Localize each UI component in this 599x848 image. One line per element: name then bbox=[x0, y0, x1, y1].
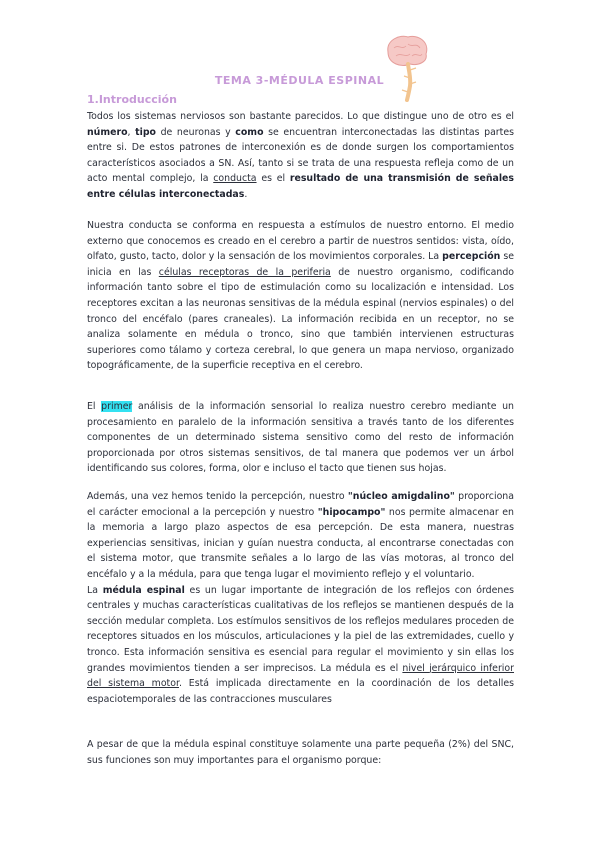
highlighted-word: primer bbox=[101, 401, 133, 412]
paragraph-percepcion-medula: Además, una vez hemos tenido la percepción, nuestro "núcleo amigdalino" proporciona el carácter emocional a la percepción y nuestro "hipocampo" nos permite almacenar en la memoria a largo plazo aspectos de esa percepción. De esta manera, nuestras experiencias sensitivas, inician y guían nuestra conducta, al encontrarse conectadas con el sistema motor, que transmite señales a lo largo de las vías motoras, al tronco del encéfalo y a la médula, para que tenga lugar el movimiento reflejo y el voluntario. La médula espinal es un lugar importante de integración de los reflejos con órdenes centrales y muchas características cualitativas de los reflejos se mantienen después de la sección medular completa. Los estímulos sensitivos de los reflejos medulares proceden de receptores situados en los músculos, articulaciones y la piel de las extremidades, cuello y tronco. Esta información sensitiva es esencial para regular el movimiento y sin ellas los grandes movimientos tienden a ser imprecisos. La médula es el nivel jerárquico inferior del sistema motor. Está implicada directamente en la coordinación de los detalles espaciotemporales de las contracciones musculares bbox=[87, 491, 514, 705]
paragraph-conducta: Nuestra conducta se conforma en respuesta a estímulos de nuestro entorno. El medio externo que conocemos es creado en el cerebro a partir de nuestros sentidos: vista, oído, olfato, gusto, tacto, dolor y la sensación de los movimientos corporales. La percepción se inicia en las células receptoras de la periferia de nuestro organismo, codificando información tanto sobre el tipo de estimulación como su localización e intensidad. Los receptores excitan a las neuronas sensitivas de la médula espinal (nervios espinales) o del tronco del encéfalo (pares craneales). La información recibida en un receptor, no se analiza solamente en médula o tronco, sino que también intervienen estructuras superiores como tálamo y corteza cerebral, lo que genera un mapa nervioso, organizado topográficamente, de la superficie receptiva en el cerebro. bbox=[87, 220, 515, 372]
section-heading: 1.Introducción bbox=[87, 93, 177, 106]
paragraph-analisis: El primer análisis de la información sensorial lo realiza nuestro cerebro mediante un procesamiento en paralelo de la información sensitiva a través tanto de los diferentes componentes de un determinado sistema sensitivo como del resto de información proporcionada por otros sistemas sensitivos, de tal manera que podemos ver un árbol identificando sus colores, forma, olor e incluso el tacto que tienen sus hojas. bbox=[87, 401, 514, 475]
paragraph-intro: Todos los sistemas nerviosos son bastante parecidos. Lo que distingue uno de otro es el número, tipo de neuronas y como se encuentran interconectadas las distintas partes entre si. De estos patrones de interconexión es de donde surgen los comportamientos característicos asociados a SN. Así, tanto si se trata de una respuesta refleja como de un acto mental complejo, la conducta es el resultado de una transmisión de señales entre células interconectadas. bbox=[87, 111, 514, 200]
paragraph-funciones: A pesar de que la médula espinal constituye solamente una parte pequeña (2%) del SNC, sus funciones son muy importantes para el organismo porque: bbox=[87, 739, 514, 766]
document-title: TEMA 3-MÉDULA ESPINAL bbox=[214, 74, 385, 87]
brain-spinal-cord-icon bbox=[378, 32, 434, 102]
